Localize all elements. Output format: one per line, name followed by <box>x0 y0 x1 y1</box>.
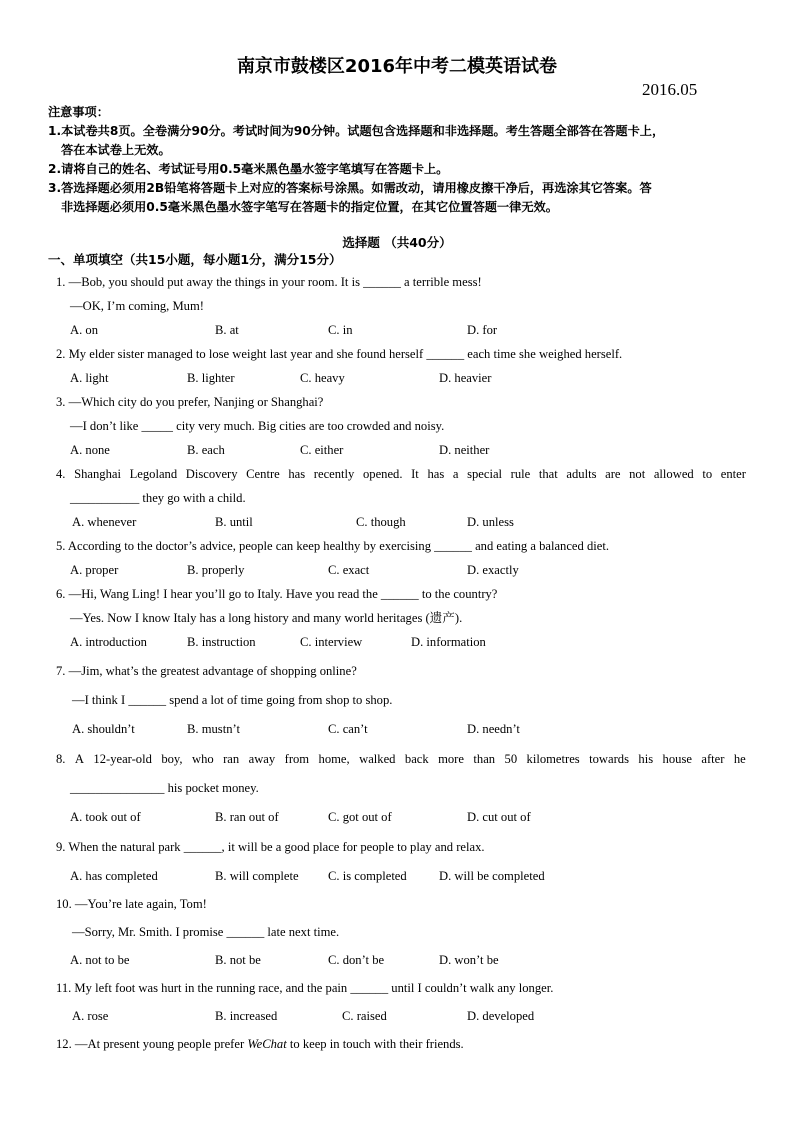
q1-reply: —OK, I’m coming, Mum! <box>70 299 204 313</box>
q8-stem-word: he <box>733 752 746 766</box>
q11-option-d: D. developed <box>467 1009 535 1023</box>
q4-stem-word: rule <box>510 467 531 481</box>
q11-stem: 11. My left foot was hurt in the running race, and the pain ______ until I couldn’t walk any longer. <box>56 981 554 995</box>
q10-stem: 10. —You’re late again, Tom! <box>56 897 207 911</box>
q4-option-b: B. until <box>215 515 253 529</box>
q8-stem-word: walked <box>359 752 396 766</box>
q4-stem-word: Discovery <box>185 467 238 481</box>
q4-stem-word: has <box>427 467 445 481</box>
q11-option-b: B. increased <box>215 1009 278 1023</box>
q4-stem-word: adults <box>566 467 597 481</box>
q3-option-d: D. neither <box>439 443 490 457</box>
q11-option-a: A. rose <box>72 1009 109 1023</box>
q5-option-d: D. exactly <box>467 563 519 577</box>
q4-stem-word: Legoland <box>129 467 178 481</box>
q5-option-c: C. exact <box>328 563 370 577</box>
q12-stem-part1: 12. —At present young people prefer <box>56 1037 248 1051</box>
q4-stem-word: opened. <box>362 467 403 481</box>
exam-date: 2016.05 <box>642 80 698 99</box>
q8-stem-word: kilometres <box>526 752 580 766</box>
q4-stem-word: has <box>288 467 306 481</box>
q4-option-c: C. though <box>356 515 406 529</box>
note-1: 1.本试卷共8页。全卷满分90分。考试时间为90分钟。试题包含选择题和非选择题。考生答题全部答在答题卡上， <box>48 124 665 138</box>
q3-reply: —I don’t like _____ city very much. Big cities are too crowded and noisy. <box>70 419 445 433</box>
q12-stem <box>56 1036 464 1052</box>
q3-stem: 3. —Which city do you prefer, Nanjing or Shanghai? <box>56 395 324 409</box>
q9-option-c: C. is completed <box>328 869 407 883</box>
q8-stem-word: house <box>662 752 692 766</box>
q7-reply: —I think I ______ spend a lot of time going from shop to shop. <box>72 693 393 707</box>
q1-stem: 1. —Bob, you should put away the things in your room. It is ______ a terrible mess! <box>56 275 482 289</box>
q8-stem-word: home, <box>318 752 350 766</box>
q4-stem <box>56 466 746 482</box>
q1-option-d: D. for <box>467 323 498 337</box>
notes-heading: 注意事项： <box>48 105 109 119</box>
q7-stem: 7. —Jim, what’s the greatest advantage of shopping online? <box>56 664 357 678</box>
q6-option-b: B. instruction <box>187 635 256 649</box>
q4-stem-word: a <box>452 467 459 481</box>
q8-stem-word: after <box>701 752 725 766</box>
q6-option-d: D. information <box>411 635 486 649</box>
q5-option-a: A. proper <box>70 563 119 577</box>
q4-stem-word: allowed <box>653 467 694 481</box>
q6-option-a: A. introduction <box>70 635 147 649</box>
q8-stem-word: boy, <box>161 752 183 766</box>
q8-option-b: B. ran out of <box>215 810 279 824</box>
q8-option-c: C. got out of <box>328 810 392 824</box>
q8-stem <box>56 751 746 767</box>
section-title: 选择题 （共40分） <box>342 235 452 250</box>
q8-stem-word: who <box>191 752 214 766</box>
q10-option-a: A. not to be <box>70 953 130 967</box>
q4-stem-word: that <box>538 467 558 481</box>
q8-stem-word: 8. <box>56 752 66 766</box>
q10-reply: —Sorry, Mr. Smith. I promise ______ late next time. <box>72 925 340 939</box>
q2-option-d: D. heavier <box>439 371 492 385</box>
q4-stem-word: not <box>629 467 646 481</box>
subsection-title: 一、单项填空（共15小题，每小题1分，满分15分） <box>48 252 342 267</box>
q8-stem-word: his <box>638 752 654 766</box>
q3-option-c: C. either <box>300 443 344 457</box>
note-2: 2.请将自己的姓名、考试证号用0.5毫米黑色墨水签字笔填写在答题卡上。 <box>48 162 449 176</box>
q4-stem-word: special <box>467 467 503 481</box>
page-title: 南京市鼓楼区2016年中考二模英语试卷 <box>236 56 558 77</box>
notes-block <box>48 103 758 217</box>
q12-stem-part2: to keep in touch with their friends. <box>286 1037 464 1051</box>
q7-option-b: B. mustn’t <box>187 722 240 736</box>
q11-option-c: C. raised <box>342 1009 387 1023</box>
q1-option-b: B. at <box>215 323 239 337</box>
q7-option-a: A. shouldn’t <box>72 722 135 736</box>
note-1-cont: 答在本试卷上无效。 <box>61 143 171 157</box>
q10-option-d: D. won’t be <box>439 953 499 967</box>
q4-stem-word: Centre <box>246 467 280 481</box>
q4-option-a: A. whenever <box>72 515 137 529</box>
note-3: 3.答选择题必须用2B铅笔将答题卡上对应的答案标号涂黑。如需改动，请用橡皮擦干净后，再选涂其它答案。答 <box>48 181 652 195</box>
q4-stem-word: 4. <box>56 467 66 481</box>
q4-stem-word: It <box>411 467 419 481</box>
q9-option-a: A. has completed <box>70 869 158 883</box>
q4-stem-word: Shanghai <box>74 467 121 481</box>
q8-stem-word: more <box>438 752 464 766</box>
q6-reply: —Yes. Now I know Italy has a long history and many world heritages (遗产). <box>70 611 463 625</box>
q4-stem-word: recently <box>313 467 355 481</box>
q1-option-a: A. on <box>70 323 98 337</box>
q4-stem-word: are <box>605 467 621 481</box>
q2-stem: 2. My elder sister managed to lose weight last year and she found herself ______ each time she weighed herself. <box>56 347 623 361</box>
q8-stem-word: away <box>248 752 276 766</box>
q12-stem-app-name: WeChat <box>247 1037 287 1051</box>
q7-option-d: D. needn’t <box>467 722 520 736</box>
q6-option-c: C. interview <box>300 635 363 649</box>
q7-option-c: C. can’t <box>328 722 368 736</box>
q2-option-a: A. light <box>70 371 109 385</box>
q10-option-b: B. not be <box>215 953 261 967</box>
q5-option-b: B. properly <box>187 563 245 577</box>
q4-option-d: D. unless <box>467 515 514 529</box>
q9-stem: 9. When the natural park ______, it will be a good place for people to play and relax. <box>56 840 485 854</box>
q8-stem-word: back <box>404 752 429 766</box>
q4-stem-cont: ___________ they go with a child. <box>70 491 246 505</box>
q4-stem-word: to <box>702 467 713 481</box>
q9-option-b: B. will complete <box>215 869 299 883</box>
note-3-cont: 非选择题必须用0.5毫米黑色墨水签字笔写在答题卡的指定位置，在其它位置答题一律无效。 <box>61 200 558 214</box>
q8-stem-word: A <box>74 752 84 766</box>
q8-stem-word: than <box>473 752 496 766</box>
q4-stem-word: enter <box>720 467 746 481</box>
q8-stem-word: from <box>284 752 310 766</box>
q8-option-a: A. took out of <box>70 810 141 824</box>
q8-option-d: D. cut out of <box>467 810 531 824</box>
q8-stem-word: 50 <box>504 752 518 766</box>
q6-stem: 6. —Hi, Wang Ling! I hear you’ll go to Italy. Have you read the ______ to the country? <box>56 587 498 601</box>
q8-stem-cont: _______________ his pocket money. <box>70 781 259 795</box>
q8-stem-word: towards <box>589 752 629 766</box>
q2-option-c: C. heavy <box>300 371 345 385</box>
q3-option-b: B. each <box>187 443 225 457</box>
q9-option-d: D. will be completed <box>439 869 545 883</box>
q2-option-b: B. lighter <box>187 371 235 385</box>
q1-option-c: C. in <box>328 323 353 337</box>
q8-stem-word: 12-year-old <box>93 752 152 766</box>
q3-option-a: A. none <box>70 443 110 457</box>
q5-stem: 5. According to the doctor’s advice, people can keep healthy by exercising ______ and eating a balanced diet. <box>56 539 609 553</box>
q8-stem-word: ran <box>223 752 240 766</box>
q10-option-c: C. don’t be <box>328 953 385 967</box>
